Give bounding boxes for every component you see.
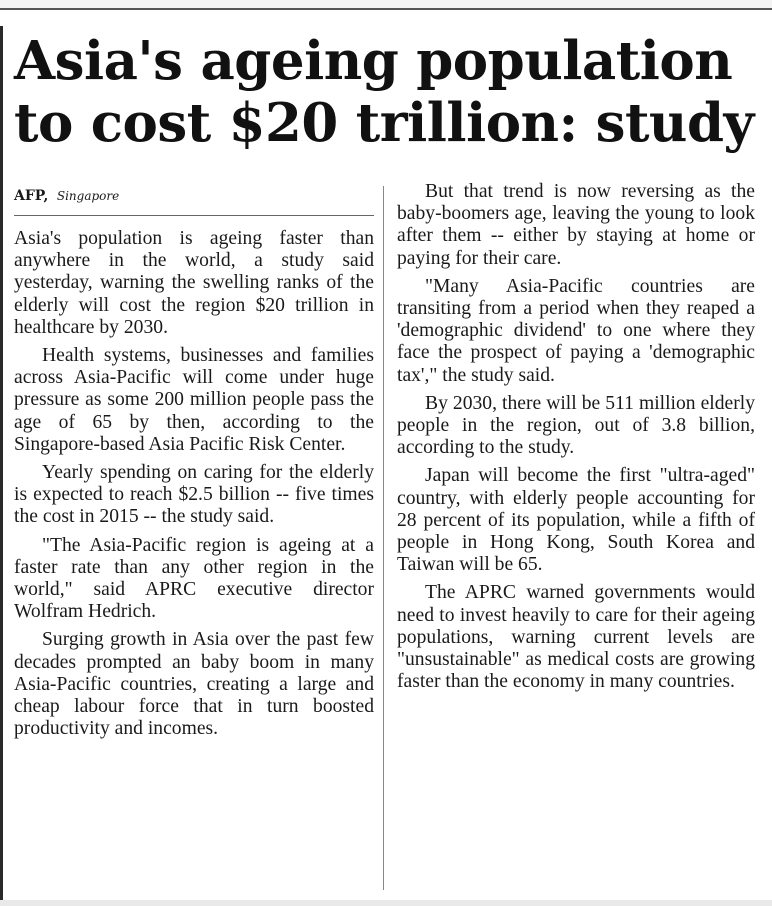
left-column — [14, 228, 374, 740]
paragraph: "Many Asia-Pacific countries are transiting from a period when they reaped a 'demographic dividend' to one where they face the prospect of paying a 'demographic tax'," the study said. — [397, 275, 755, 386]
right-column — [397, 181, 755, 693]
byline-rule — [14, 215, 374, 216]
headline-line-1: Asia's ageing population — [14, 30, 733, 92]
column-divider — [383, 186, 384, 890]
paragraph: Yearly spending on caring for the elderly is expected to reach $2.5 billion -- five times the cost in 2015 -- the study said. — [14, 462, 374, 528]
paragraph: Asia's population is ageing faster than anywhere in the world, a study said yesterday, warning the swelling ranks of the elderly will cost the region $20 trillion in healthcare by 2030. — [14, 228, 374, 338]
bottom-rule — [0, 900, 772, 906]
paragraph: By 2030, there will be 511 million elderly people in the region, out of 3.8 billion, according to the study. — [397, 392, 755, 459]
headline — [14, 30, 764, 154]
byline — [14, 188, 119, 204]
paragraph: Health systems, businesses and families across Asia-Pacific will come under huge pressure as some 200 million people pass the age of 65 by then, according to the Singapore-based Asia Pacific Risk Center. — [14, 345, 374, 455]
paragraph: Japan will become the first "ultra-aged" country, with elderly people accounting for 28 percent of its population, while a fifth of people in Hong Kong, South Korea and Taiwan will be 65. — [397, 465, 755, 576]
byline-agency: AFP, — [14, 188, 49, 204]
headline-line-2: to cost $20 trillion: study — [14, 92, 754, 154]
left-border — [0, 26, 3, 906]
byline-place: Singapore — [56, 189, 120, 203]
top-rule — [0, 0, 772, 10]
paragraph: But that trend is now reversing as the baby-boomers age, leaving the young to look after them -- either by staying at home or paying for their care. — [397, 181, 755, 269]
paragraph: "The Asia-Pacific region is ageing at a faster rate than any other region in the world," said APRC executive director Wolfram Hedrich. — [14, 534, 374, 623]
paragraph: The APRC warned governments would need to invest heavily to care for their ageing populations, warning current levels are "unsustainable" as medical costs are growing faster than the economy in many countries. — [397, 582, 755, 693]
paragraph: Surging growth in Asia over the past few decades prompted an baby boom in many Asia-Pacific countries, creating a large and cheap labour force that in turn boosted productivity and incomes. — [14, 629, 374, 740]
